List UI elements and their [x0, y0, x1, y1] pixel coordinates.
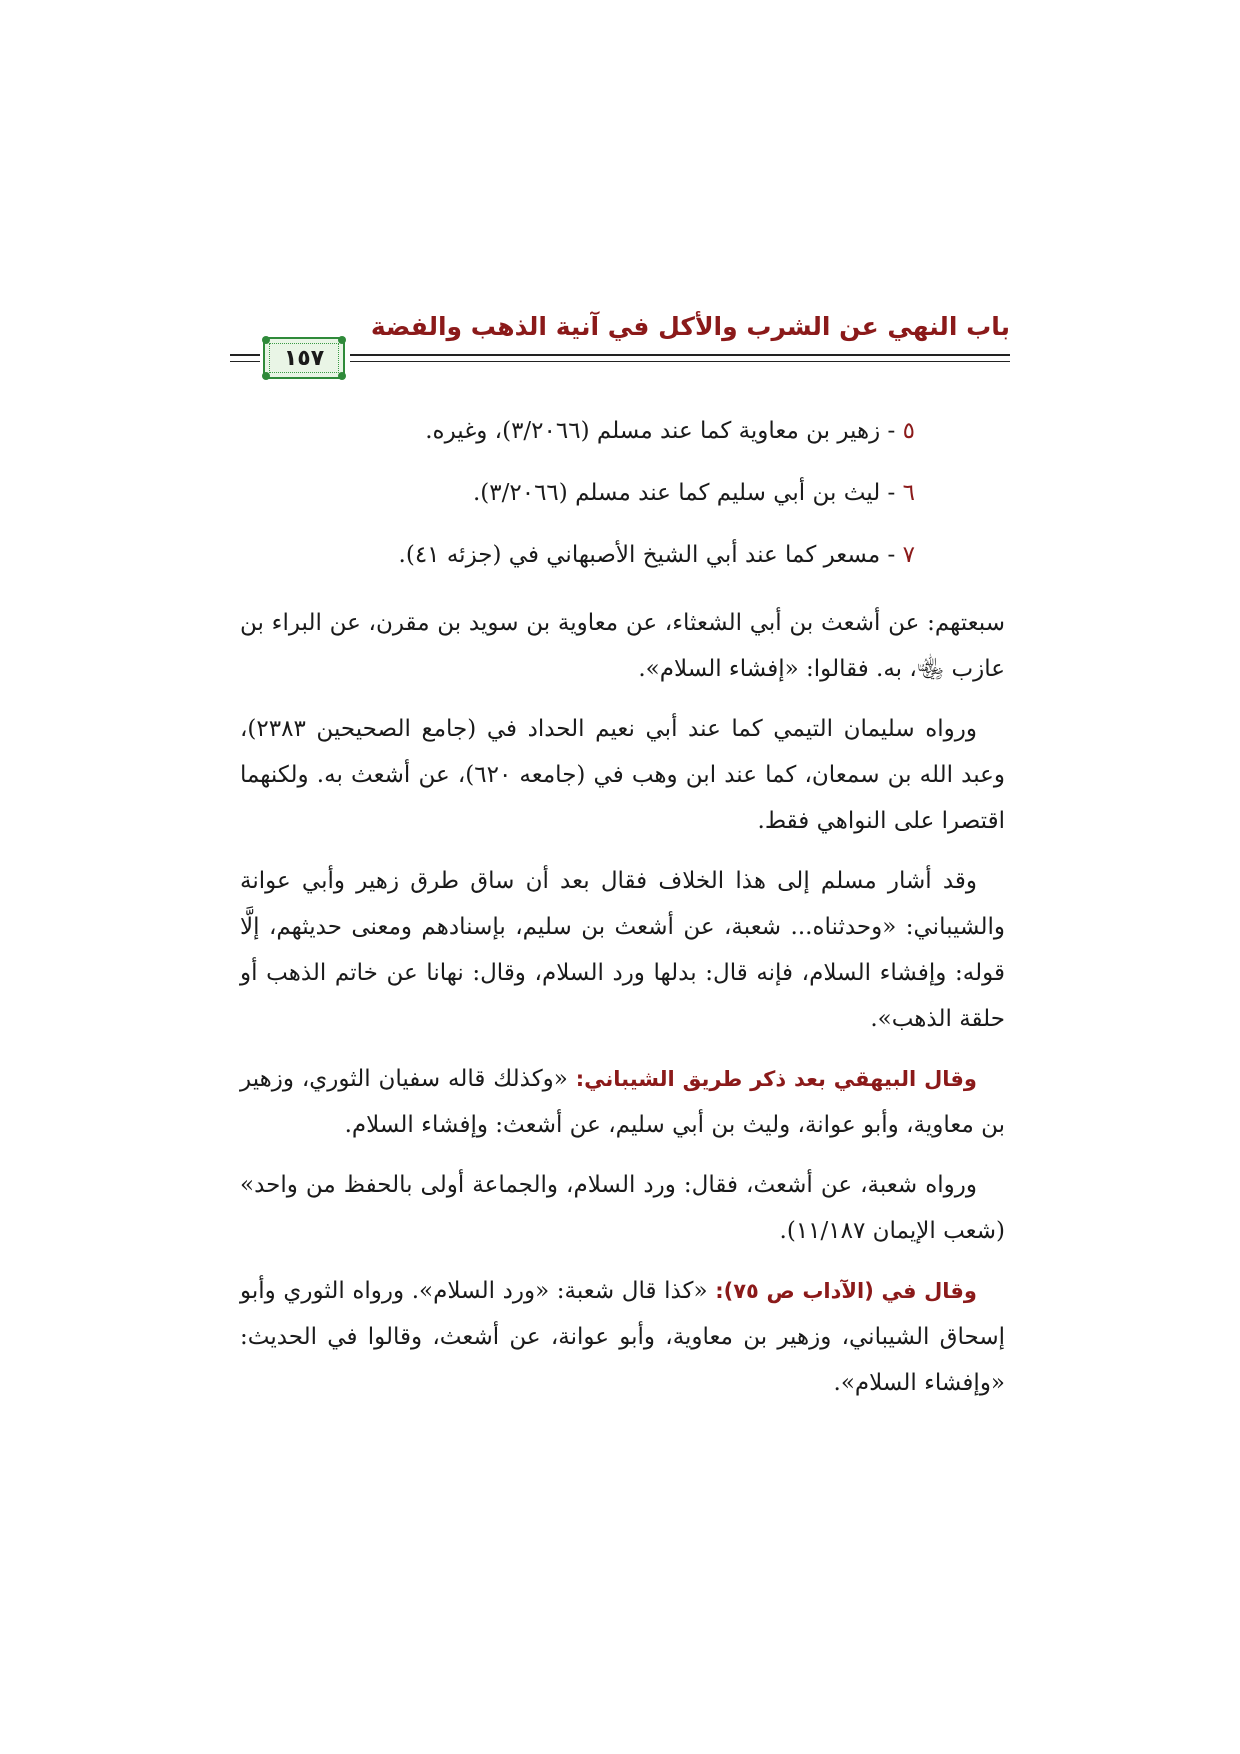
list-item-number: ٥	[902, 418, 915, 444]
list-item-text: - مسعر كما عند أبي الشيخ الأصبهاني في (جزئه ٤١).	[398, 542, 903, 568]
list-item-number: ٧	[902, 542, 915, 568]
list-item-text: - ليث بن أبي سليم كما عند مسلم (٣/٢٠٦٦).	[472, 480, 903, 506]
badge-corner-ornament	[338, 372, 346, 380]
list-item	[240, 470, 915, 516]
badge-corner-ornament	[338, 336, 346, 344]
paragraph-narrators: سبعتهم: عن أشعث بن أبي الشعثاء، عن معاوية بن سويد بن مقرن، عن البراء بن عازب ﵄، به. فقالوا: «إفشاء السلام».	[240, 610, 1005, 682]
list-item-number: ٦	[902, 480, 915, 506]
bayhaqi-quote: «وكذلك قاله سفيان الثوري، وزهير بن معاوية، وأبو عوانة، وليث بن أبي سليم، عن أشعث: وإفشاء السلام.	[240, 1066, 1005, 1138]
list-item	[240, 532, 915, 578]
header-rule-left-bottom	[230, 361, 260, 362]
paragraph-shuba: ورواه شعبة، عن أشعث، فقال: ورد السلام، والجماعة أولى بالحفظ من واحد» (شعب الإيمان ١١/١٨٧).	[240, 1172, 1005, 1244]
page-body	[240, 408, 1005, 1420]
header-rule-left-top	[230, 354, 260, 356]
page-header	[230, 312, 1010, 382]
adab-quote: «كذا قال شعبة: «ورد السلام». ورواه الثوري وأبو إسحاق الشيباني، وزهير بن معاوية، وأبو عوانة، عن أشعث، وقالوا في الحديث: «وإفشاء السلام».	[240, 1278, 1005, 1396]
bayhaqi-lead: وقال البيهقي بعد ذكر طريق الشيباني:	[575, 1067, 977, 1091]
page-number: ١٥٧	[283, 345, 325, 371]
badge-corner-ornament	[262, 372, 270, 380]
page-number-badge	[263, 337, 345, 379]
badge-corner-ornament	[262, 336, 270, 344]
header-rule-right-top	[350, 354, 1010, 356]
paragraph-taymi-narration: ورواه سليمان التيمي كما عند أبي نعيم الحداد في (جامع الصحيحين ٢٣٨٣)، وعبد الله بن سمعان، كما عند ابن وهب في (جامعه ٦٢٠)، عن أشعث به. ولكنهما اقتصرا على النواهي فقط.	[240, 716, 1005, 834]
list-item	[240, 408, 915, 454]
paragraph-adab	[240, 1268, 1005, 1406]
chapter-title: باب النهي عن الشرب والأكل في آنية الذهب والفضة	[370, 312, 1010, 341]
adab-lead: وقال في (الآداب ص ٧٥):	[715, 1279, 977, 1303]
header-rule-right-bottom	[350, 361, 1010, 362]
paragraph-bayhaqi	[240, 1056, 1005, 1148]
list-item-text: - زهير بن معاوية كما عند مسلم (٣/٢٠٦٦)، وغيره.	[425, 418, 903, 444]
paragraph-muslim-note: وقد أشار مسلم إلى هذا الخلاف فقال بعد أن ساق طرق زهير وأبي عوانة والشيباني: «وحدثناه... شعبة، عن أشعث بن سليم، بإسنادهم ومعنى حديثهم، إلَّا قوله: وإفشاء السلام، فإنه قال: بدلها ورد السلام، وقال: نهانا عن خاتم الذهب أو حلقة الذهب».	[240, 868, 1005, 1032]
